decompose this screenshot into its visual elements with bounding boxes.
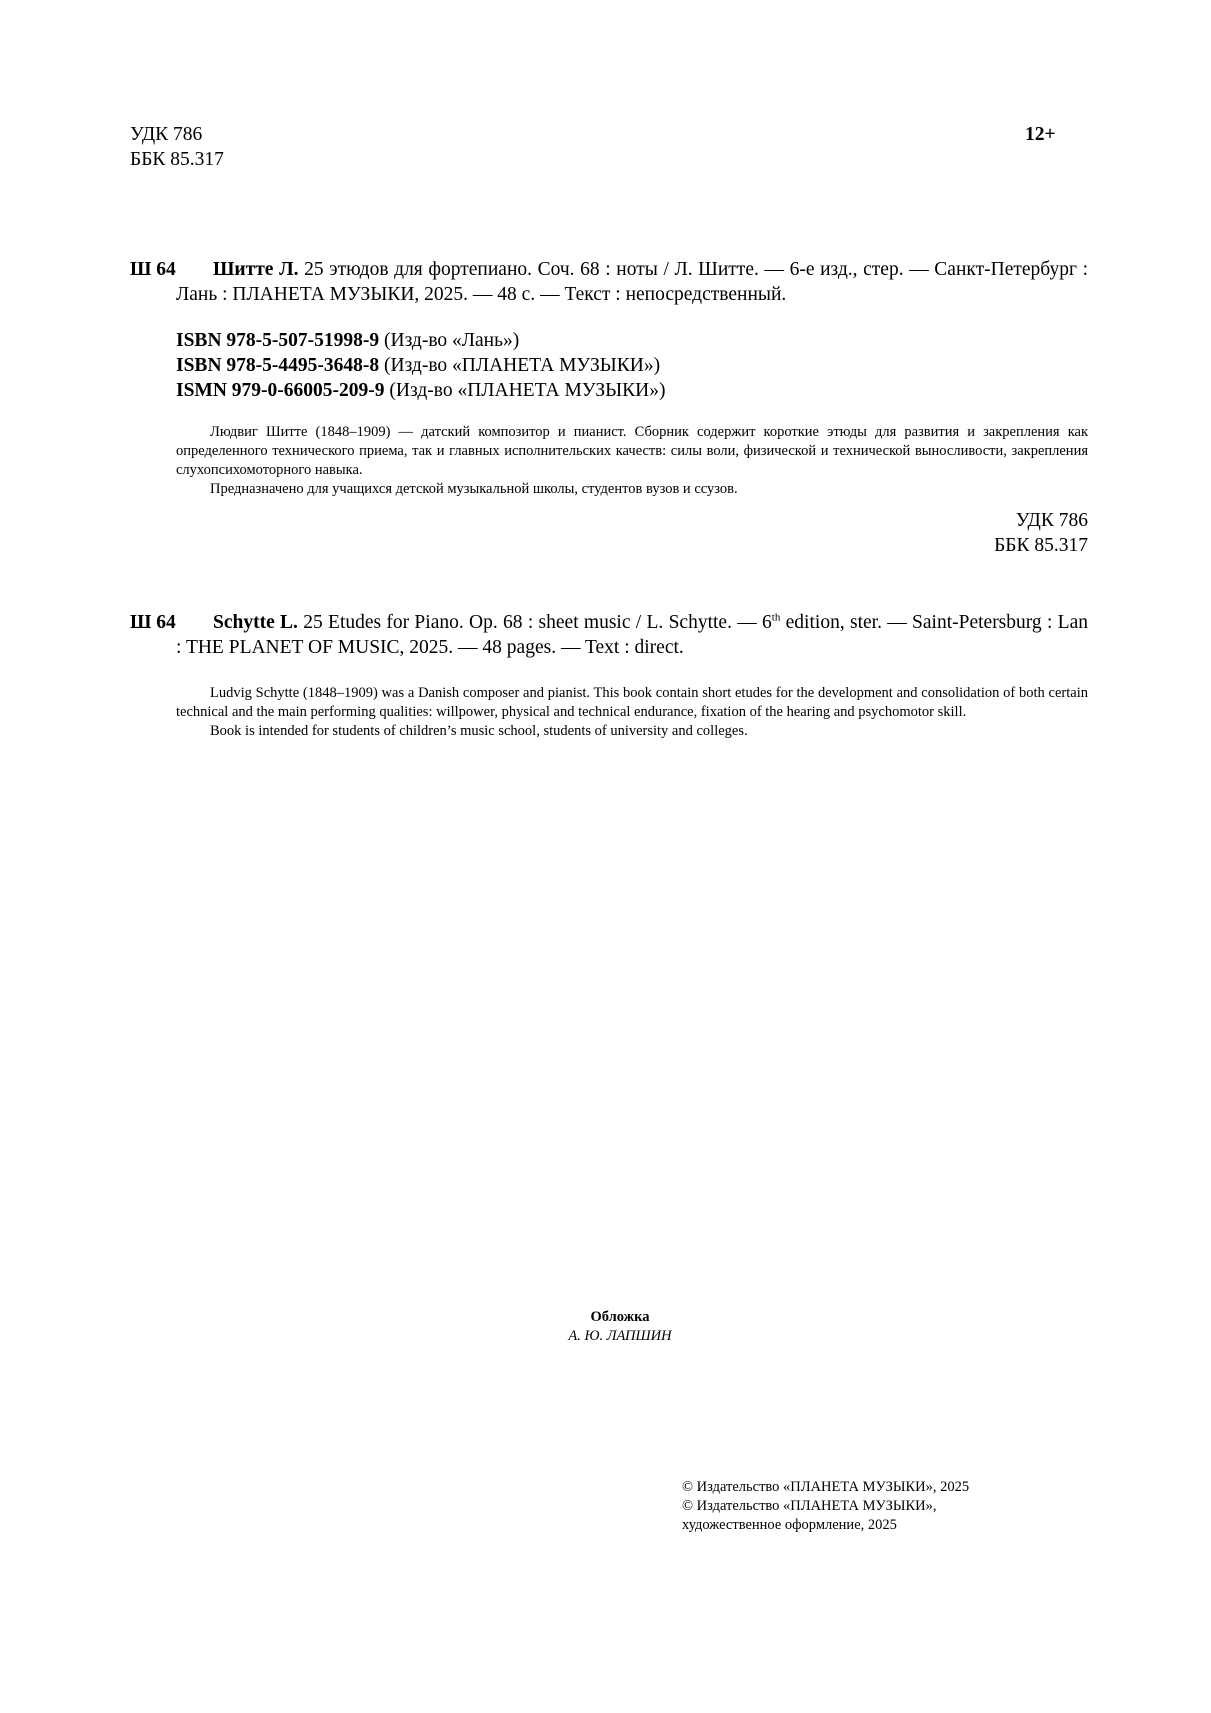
ru-entry-udk: УДК 786 <box>1015 510 1088 531</box>
en-entry-author: Schytte L. <box>213 612 298 633</box>
ru-entry-description: 25 этюдов для фортепиано. Соч. 68 : ноты / Л. Шитте. — 6-е изд., стер. — Санкт-Петербург : Лань : ПЛАНЕТА МУЗЫКИ, 2025. — 48 с. — Текст : непосредственный. <box>176 259 1088 305</box>
ru-intended: Предназначено для учащихся детской музыкальной школы, студентов вузов и ссузов. <box>210 481 738 497</box>
header-bbk: ББК 85.317 <box>130 149 224 170</box>
en-intended: Book is intended for students of children’s music school, students of university and colleges. <box>210 723 748 739</box>
isbn-list <box>176 328 665 403</box>
copyright-line: © Издательство «ПЛАНЕТА МУЗЫКИ», 2025 <box>682 1479 970 1495</box>
isbn-line <box>176 328 665 353</box>
copyright-line: художественное оформление, 2025 <box>682 1517 897 1533</box>
en-entry-description-block <box>176 610 1088 660</box>
ru-annotation-block <box>176 423 1088 499</box>
isbn-publisher: (Изд-во «Лань») <box>384 330 520 351</box>
isbn-publisher: (Изд-во «ПЛАНЕТА МУЗЫКИ») <box>389 380 666 401</box>
copyright-line: © Издательство «ПЛАНЕТА МУЗЫКИ», <box>682 1498 937 1514</box>
copyright-block <box>682 1478 969 1535</box>
en-annotation-block <box>176 684 1088 741</box>
header-udk: УДК 786 <box>130 124 203 145</box>
isbn-line <box>176 378 665 403</box>
isbn-number: ISBN 978-5-4495-3648-8 <box>176 355 380 376</box>
ru-entry-description-block <box>176 257 1088 307</box>
en-entry-code: Ш 64 <box>130 612 176 633</box>
cover-designer: А. Ю. ЛАПШИН <box>568 1328 672 1344</box>
ru-entry-author: Шитте Л. <box>213 259 299 280</box>
isbn-number: ISMN 979-0-66005-209-9 <box>176 380 385 401</box>
ru-entry-bbk: ББК 85.317 <box>994 535 1088 556</box>
isbn-number: ISBN 978-5-507-51998-9 <box>176 330 380 351</box>
edition-superscript: th <box>771 611 781 624</box>
isbn-publisher: (Изд-во «ПЛАНЕТА МУЗЫКИ») <box>384 355 661 376</box>
cover-label: Обложка <box>590 1309 650 1325</box>
header-classification <box>130 122 224 172</box>
ru-entry-code: Ш 64 <box>130 259 176 280</box>
age-rating: 12+ <box>1025 124 1056 145</box>
en-annotation: Ludvig Schytte (1848–1909) was a Danish composer and pianist. This book contain short etudes for the development and consolidation of both certain technical and the main performing qualities: willpower, physical and technical endurance, fixation of the hearing and psychomotor skill. <box>176 685 1088 720</box>
ru-entry-classification <box>900 508 1088 558</box>
en-entry-description-end: edition, ster. — Saint-Petersburg : Lan : THE PLANET OF MUSIC, 2025. — 48 pages. — Text : direct. <box>176 612 1088 658</box>
ru-annotation: Людвиг Шитте (1848–1909) — датский композитор и пианист. Сборник содержит короткие этюды для развития и закрепления как определенного технического приема, так и главных исполнительских качеств: силы воли, физической и технической выносливости, закрепления слухопсихомоторного навыка. <box>176 424 1088 478</box>
en-entry-description-start: 25 Etudes for Piano. Op. 68 : sheet music / L. Schytte. — 6 <box>303 612 772 633</box>
cover-credit <box>470 1308 770 1346</box>
isbn-line <box>176 353 665 378</box>
